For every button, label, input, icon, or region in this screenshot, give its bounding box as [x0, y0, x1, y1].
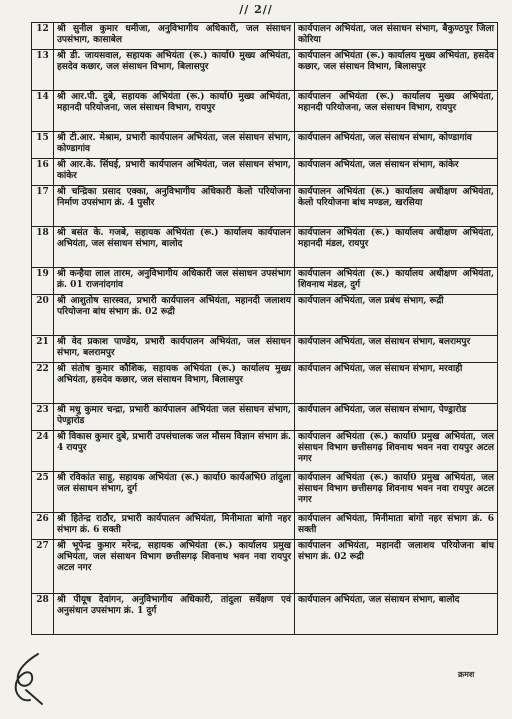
serial-number: 22: [32, 363, 54, 404]
serial-number: 26: [32, 513, 54, 540]
officer-new-post: कार्यपालन अभियंता, जल प्रबंध संभाग, रूद्री: [295, 295, 498, 336]
table-row: [32, 186, 498, 227]
table-row: [32, 159, 498, 186]
serial-number: 25: [32, 472, 54, 513]
serial-number: 15: [32, 132, 54, 159]
officer-new-post: कार्यपालन अभियंता (रू.) कार्यालय अधीक्षण अभियंता, महानदी मंडल, रायपुर: [295, 227, 498, 268]
table-row: [32, 404, 498, 431]
serial-number: 17: [32, 186, 54, 227]
serial-number: 18: [32, 227, 54, 268]
table-row: [32, 594, 498, 635]
officer-current-post: श्री रविकांत साहू, सहायक अभियंता (रू.) कार्या0 कार्यअभि0 तांदुला जल संसाधन संभाग, दुर्ग: [54, 472, 295, 513]
officer-current-post: श्री बसंत के. गजबे, सहायक अभियंता (रू.) कार्यालय कार्यपालन अभियंता, जल संसाधन संभाग, बालोद: [54, 227, 295, 268]
table-row: [32, 23, 498, 50]
officer-current-post: श्री आर.पी. दुबे, सहायक अभियंता (रू.) कार्या0 मुख्य अभियंता, महानदी परियोजना, जल संसाधन विभाग, रायपुर: [54, 91, 295, 132]
serial-number: 27: [32, 540, 54, 594]
officer-new-post: कार्यपालन अभियंता, जल संसाधन संभाग, मरवाही: [295, 363, 498, 404]
table-row: [32, 513, 498, 540]
officer-new-post: कार्यपालन अभियंता (रू.) कार्यालय अधीक्षण अभियंता, शिवनाथ मंडल, दुर्ग: [295, 268, 498, 295]
officer-current-post: श्री आर.के. सिंघई, प्रभारी कार्यपालन अभियंता, जल संसाधन संभाग, कांकेर: [54, 159, 295, 186]
officer-new-post: कार्यपालन अभियंता (रू.) कार्यालय अधीक्षण अभियंता, केलो परियोजना बांध मण्डल, खरसिया: [295, 186, 498, 227]
table-row: [32, 227, 498, 268]
officer-new-post: कार्यपालन अभियंता (रू.) कार्या0 प्रमुख अभियंता, जल संसाधन विभाग छत्तीसगढ़ शिवनाथ भवन नवा रायपुर अटल नगर: [295, 472, 498, 513]
serial-number: 14: [32, 91, 54, 132]
serial-number: 23: [32, 404, 54, 431]
officer-new-post: कार्यपालन अभियंता, जल संसाधन संभाग, बालोद: [295, 594, 498, 635]
officer-current-post: श्री पीयूष देवांगन, अनुविभागीय अधिकारी, तांदुला सर्वेक्षण एवं अनुसंधान उपसंभाग क्रं. 1 दुर्ग: [54, 594, 295, 635]
officer-new-post: कार्यपालन अभियंता, जल संसाधन संभाग, कांकेर: [295, 159, 498, 186]
officer-new-post: कार्यपालन अभियंता (रू.) कार्यालय मुख्य अभियंता, महानदी परियोजना, जल संसाधन विभाग, रायपुर: [295, 91, 498, 132]
officer-current-post: श्री हितेन्द्र राठौर, प्रभारी कार्यपालन अभियंता, मिनीमाता बांगो नहर संभाग क्रं. 6 सक्ती: [54, 513, 295, 540]
table-row: [32, 431, 498, 472]
officer-new-post: कार्यपालन अभियंता (रू.) कार्यालय मुख्य अभियंता, हसदेव कछार, जल संसाधन विभाग, बिलासपुर: [295, 50, 498, 91]
officer-current-post: श्री कन्हैया लाल तारम, अनुविभागीय अधिकारी जल संसाधन उपसंभाग क्रं. 01 राजनांदगांव: [54, 268, 295, 295]
serial-number: 28: [32, 594, 54, 635]
table-row: [32, 268, 498, 295]
officer-new-post: कार्यपालन अभियंता, जल संसाधन संभाग, बैकुण्ठपुर जिला कोरिया: [295, 23, 498, 50]
serial-number: 13: [32, 50, 54, 91]
serial-number: 20: [32, 295, 54, 336]
table-row: [32, 472, 498, 513]
table-row: [32, 295, 498, 336]
table-row: [32, 540, 498, 594]
table-row: [32, 91, 498, 132]
table-row: [32, 363, 498, 404]
page-number: // 2//: [239, 3, 273, 16]
serial-number: 19: [32, 268, 54, 295]
officer-current-post: श्री भूपेन्द्र कुमार मरेन्द्र, सहायक अभियंता (रू.) कार्यालय प्रमुख अभियंता, जल संसाधन विभाग छत्तीसगढ़ शिवनाथ भवन नवा रायपुर अटल नगर: [54, 540, 295, 594]
officer-current-post: श्री टी.आर. मेश्राम, प्रभारी कार्यपालन अभियंता, जल संसाधन संभाग, कोण्डागांव: [54, 132, 295, 159]
continued-mark: क्रमश: [458, 669, 475, 679]
officer-current-post: श्री सुनील कुमार धमीजा, अनुविभागीय अधिकारी, जल संसाधन उपसंभाग, कासाबेल: [54, 23, 295, 50]
signature-mark: [8, 650, 52, 708]
transfer-table: [31, 22, 498, 635]
serial-number: 21: [32, 336, 54, 363]
officer-current-post: श्री विकास कुमार दुबे, प्रभारी उपसंचालक जल मौसम विज्ञान संभाग क्रं. 4 रायपुर: [54, 431, 295, 472]
officer-new-post: कार्यपालन अभियंता, जल संसाधन संभाग, कोण्डागांव: [295, 132, 498, 159]
officer-current-post: श्री आशुतोष सारस्वत, प्रभारी कार्यपालन अभियंता, महानदी जलाशय परियोजना बांध संभाग क्रं. 02 रूद्री: [54, 295, 295, 336]
officer-new-post: कार्यपालन अभियंता, जल संसाधन संभाग, बलरामपुर: [295, 336, 498, 363]
officer-current-post: श्री चन्द्रिका प्रसाद एक्का, अनुविभागीय अधिकारी केलो परियोजना निर्माण उपसंभाग क्रं. 4 पुसौर: [54, 186, 295, 227]
serial-number: 16: [32, 159, 54, 186]
officer-current-post: श्री संतोष कुमार कौशिक, सहायक अभियंता (रू.) कार्यालय मुख्य अभियंता, हसदेव कछार, जल संसाधन विभाग, बिलासपुर: [54, 363, 295, 404]
officer-current-post: श्री वेद प्रकाश पाण्डेय, प्रभारी कार्यपालन अभियंता, जल संसाधन संभाग, बलरामपुर: [54, 336, 295, 363]
officer-new-post: कार्यपालन अभियंता, जल संसाधन संभाग, पेण्ड्रारोड: [295, 404, 498, 431]
table-row: [32, 336, 498, 363]
officer-new-post: कार्यपालन अभियंता, मिनीमाता बांगो नहर संभाग क्रं. 6 सक्ती: [295, 513, 498, 540]
officer-current-post: श्री डी. जायसवाल, सहायक अभियंता (रू.) कार्या0 मुख्य अभियंता, हसदेव कछार, जल संसाधन विभाग, बिलासपुर: [54, 50, 295, 91]
serial-number: 12: [32, 23, 54, 50]
officer-current-post: श्री मधु कुमार चन्द्रा, प्रभारी कार्यपालन अभियंता जल संसाधन संभाग, पेण्ड्रारोड: [54, 404, 295, 431]
officer-new-post: कार्यपालन अभियंता, महानदी जलाशय परियोजना बांध संभाग क्रं. 02 रूद्री: [295, 540, 498, 594]
serial-number: 24: [32, 431, 54, 472]
table-row: [32, 132, 498, 159]
officer-new-post: कार्यपालन अभियंता (रू.) कार्या0 प्रमुख अभियंता, जल संसाधन विभाग छत्तीसगढ़ शिवनाथ भवन नवा रायपुर अटल नगर: [295, 431, 498, 472]
table-row: [32, 50, 498, 91]
